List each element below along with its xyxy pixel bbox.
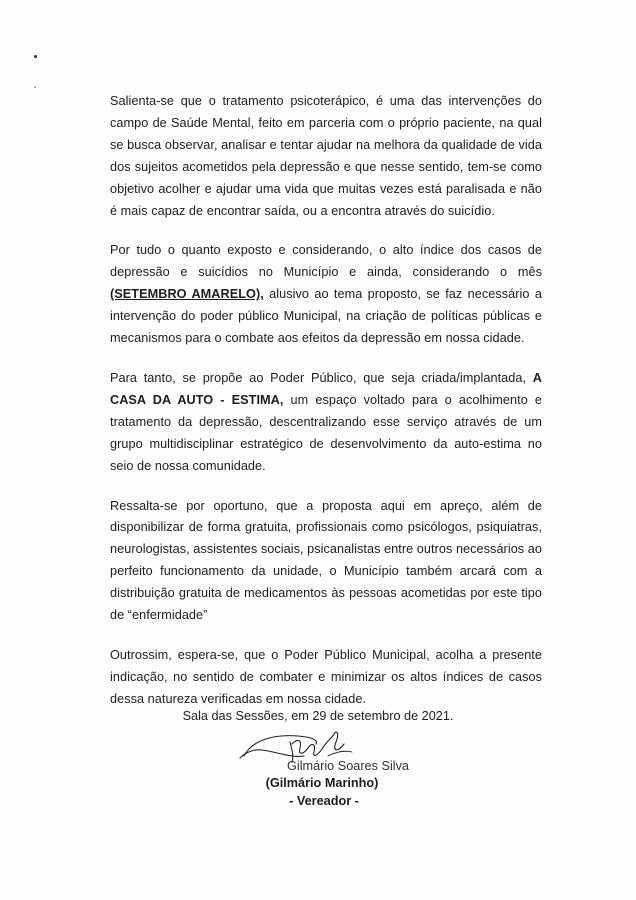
document-body xyxy=(110,91,542,729)
signer-name: Gilmário Soares Silva xyxy=(287,759,409,773)
paragraph-text-before: Para tanto, se propõe ao Poder Público, que seja criada/implantada, xyxy=(110,370,533,385)
paragraph-conclusion: Outrossim, espera-se, que o Poder Público Municipal, acolha a presente indicação, no sentido de combater e minimizar os altos índices de casos dessa natureza verificadas em nossa cidade. xyxy=(110,647,542,706)
signer-role: - Vereador - xyxy=(289,794,359,808)
paragraph-casa-auto-estima xyxy=(110,368,542,478)
paragraph-setembro-amarelo xyxy=(110,240,542,350)
scan-speck xyxy=(34,86,36,88)
closing-date-line: Sala das Sessões, em 29 de setembro de 2021. xyxy=(182,709,454,723)
paragraph-text-before: Por tudo o quanto exposto e considerando, o alto índice dos casos de depressão e suicídios no Município e ainda, considerando o mês xyxy=(110,243,542,280)
setembro-amarelo-emphasis: (SETEMBRO AMARELO), xyxy=(110,287,264,302)
scan-speck xyxy=(34,55,37,58)
casa-auto-estima-emphasis: A CASA DA AUTO - ESTIMA, xyxy=(110,370,542,407)
signer-alias: (Gilmário Marinho) xyxy=(265,776,379,790)
paragraph-professionals: Ressalta-se por oportuno, que a proposta aqui em apreço, além de disponibilizar de forma gratuita, profissionais como psicólogos, psiquiatras, neurologistas, assistentes sociais, psicanalistas entre outros necessários ao perfeito funcionamento da unidade, o Município também arcará com a distribuição gratuita de medicamentos às pessoas acometidas por este tipo de “enfermidade” xyxy=(110,498,542,623)
paragraph-text-after: um espaço voltado para o acolhimento e tratamento da depressão, descentralizando esse serviço através de um grupo multidisciplinar estratégico de desenvolvimento da auto-estima no seio de nossa comunidade. xyxy=(110,392,542,473)
paragraph-psychotherapy: Salienta-se que o tratamento psicoterápico, é uma das intervenções do campo de Saúde Mental, feito em parceria com o próprio paciente, na qual se busca observar, analisar e tentar ajudar na melhora da qualidade de vida dos sujeitos acometidos pela depressão e que nesse sentido, tem-se como objetivo acolher e ajudar uma vida que muitas vezes está paralisada e não é mais capaz de encontrar saída, ou a encontra através do suicídio. xyxy=(110,94,542,218)
paragraph-text-after: alusivo ao tema proposto, se faz necessário a intervenção do poder público Municipal, na criação de políticas públicas e mecanismos para o combate aos efeitos da depressão em nossa cidade. xyxy=(110,287,542,346)
